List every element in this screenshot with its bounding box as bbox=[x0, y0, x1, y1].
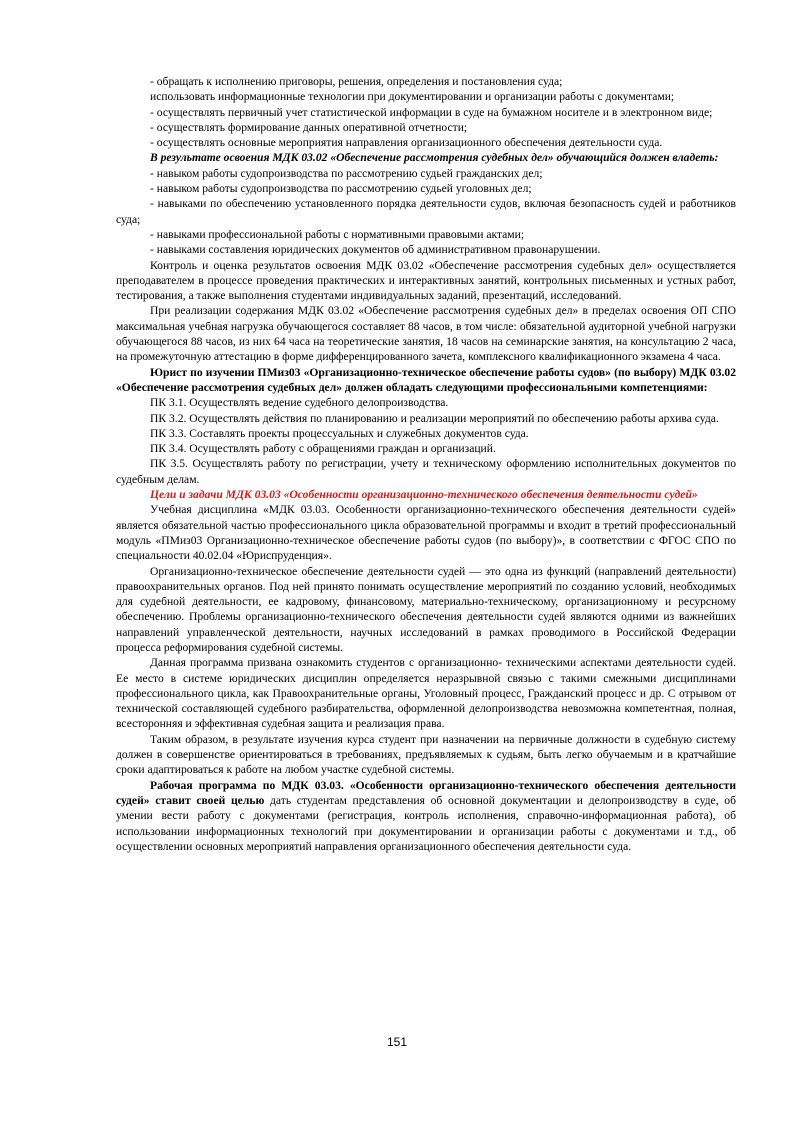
paragraph-work-program bbox=[116, 778, 736, 854]
list-item: - обращать к исполнению приговоры, решения, определения и постановления суда; bbox=[150, 75, 563, 88]
section-heading-competencies: Юрист по изучении ПМиз03 «Организационно-техническое обеспечение работы судов» (по выбору) МДК 03.02 «Обеспечение рассмотрения судебных дел» должен обладать следующими профессиональными компетенциями: bbox=[116, 365, 736, 394]
paragraph-definition: Организационно-техническое обеспечение деятельности судей — это одна из функций (направлений деятельности) правоохранительных органов. Под ней принято понимать осуществление мероприятий по созданию условий, необходимых для судебной деятельности, ее кадровому, финансовому, материально-техническому, организационному и ресурсному обеспечению. Проблемы организационно-технического обеспечения деятельности судей являются одними из важнейших направлений управленческой деятельности, научных исследований в рамках проводимого в Российской Федерации процесса реформирования судебной системы. bbox=[116, 564, 736, 654]
list-item: - навыками по обеспечению установленного порядка деятельности судов, включая безопасность судей и работников суда; bbox=[116, 197, 736, 226]
work-program-lead: Рабочая программа по МДК 03.03. «Особенности организационно-технического обеспечения деятельности судей» ставит своей целью bbox=[116, 778, 736, 807]
paragraph-result: Таким образом, в результате изучения курса студент при назначении на первичные должности в судебную систему должен в совершенстве ориентироваться в требованиях, предъявляемых к судьям, быть легко обучаемым и в кратчайшие сроки адаптироваться к работе на любом участке судебной системы. bbox=[116, 732, 736, 777]
work-program-rest: дать студентам представления об основной документации и делопроизводству в суде, об умении вести работу с документами (регистрация, контроль исполнения, справочно-информационная работа), об использовании информационных технологий при документировании и организации работы с документами и т.д., об осуществлении основных мероприятий направления организационного обеспечения деятельности суда. bbox=[116, 793, 736, 853]
list-item: - осуществлять первичный учет статистической информации в суде на бумажном носителе и в электронном виде; bbox=[150, 105, 713, 119]
paragraph-program: Данная программа призвана ознакомить студентов с организационно- техническими аспектами деятельности судей. Ее место в системе юридических дисциплин определяется неразрывной связью с такими смежными дисциплинами профессионального цикла, как Правоохранительные органы, Уголовный процесс, Гражданский процесс и др. С отрывом от технической составляющей судебного разбирательства, оформленной делопроизводства невозможна компетентная, полная, всесторонняя и эффективная судебная защита и реализация права. bbox=[116, 656, 736, 731]
page-number: 151 bbox=[386, 1035, 408, 1049]
paragraph-discipline: Учебная дисциплина «МДК 03.03. Особенности организационно-технического обеспечения деятельности судей» является обязательной частью профессионального цикла образовательной программы и входит в третий профессиональный модуль «ПМиз03 Организационно-техническое обеспечение работы судов (по выбору)», в соответствии с ФГОС СПО по специальности 40.02.04 «Юриспруденция». bbox=[116, 503, 736, 563]
competency-item: ПК 3.2. Осуществлять действия по планированию и реализации мероприятий по обеспечению работы архива суда. bbox=[150, 411, 719, 425]
list-item: - осуществлять формирование данных оперативной отчетности; bbox=[150, 120, 468, 134]
competency-item: ПК 3.4. Осуществлять работу с обращениями граждан и организаций. bbox=[150, 442, 496, 456]
section-heading-possess: В результате освоения МДК 03.02 «Обеспечение рассмотрения судебных дел» обучающийся должен владеть: bbox=[150, 151, 719, 165]
list-item: - навыком работы судопроизводства по рассмотрению судьей уголовных дел; bbox=[150, 182, 532, 196]
list-item: использовать информационные технологии при документировании и организации работы с документами; bbox=[150, 90, 675, 104]
competency-item: ПК 3.5. Осуществлять работу по регистрации, учету и техническому оформлению исполнительных документов по судебным делам. bbox=[116, 457, 736, 486]
list-item: - навыками составления юридических документов об административном правонарушении. bbox=[150, 243, 601, 257]
section-heading-goals: Цели и задачи МДК 03.03 «Особенности организационно-технического обеспечения деятельности судей» bbox=[150, 488, 698, 502]
list-item: - навыком работы судопроизводства по рассмотрению судьей гражданских дел; bbox=[150, 166, 543, 180]
competency-item: ПК 3.1. Осуществлять ведение судебного делопроизводства. bbox=[150, 396, 449, 410]
list-item: - осуществлять основные мероприятия направления организационного обеспечения деятельности суда. bbox=[150, 136, 663, 150]
paragraph-control: Контроль и оценка результатов освоения МДК 03.02 «Обеспечение рассмотрения судебных дел» осуществляется преподавателем в процессе проведения практических и интерактивных занятий, контрольных письменных и устных работ, тестирования, а также выполнения студентами индивидуальных заданий, презентаций, исследований. bbox=[116, 258, 736, 303]
competency-item: ПК 3.3. Составлять проекты процессуальных и служебных документов суда. bbox=[150, 426, 529, 440]
paragraph-load: При реализации содержания МДК 03.02 «Обеспечение рассмотрения судебных дел» в пределах освоения ОП СПО максимальная учебная нагрузка обучающегося составляет 88 часов, в том числе: обязательной аудиторной учебной нагрузки обучающегося 88 часов, из них 64 часа на теоретические занятия, 18 часов на семинарские занятия, на консультацию 2 часа, на промежуточную аттестацию в форме дифференцированного зачета, комплексного квалификационного экзамена 4 часа. bbox=[116, 304, 736, 364]
document-body bbox=[116, 74, 736, 854]
list-item: - навыками профессиональной работы с нормативными правовыми актами; bbox=[150, 227, 525, 241]
